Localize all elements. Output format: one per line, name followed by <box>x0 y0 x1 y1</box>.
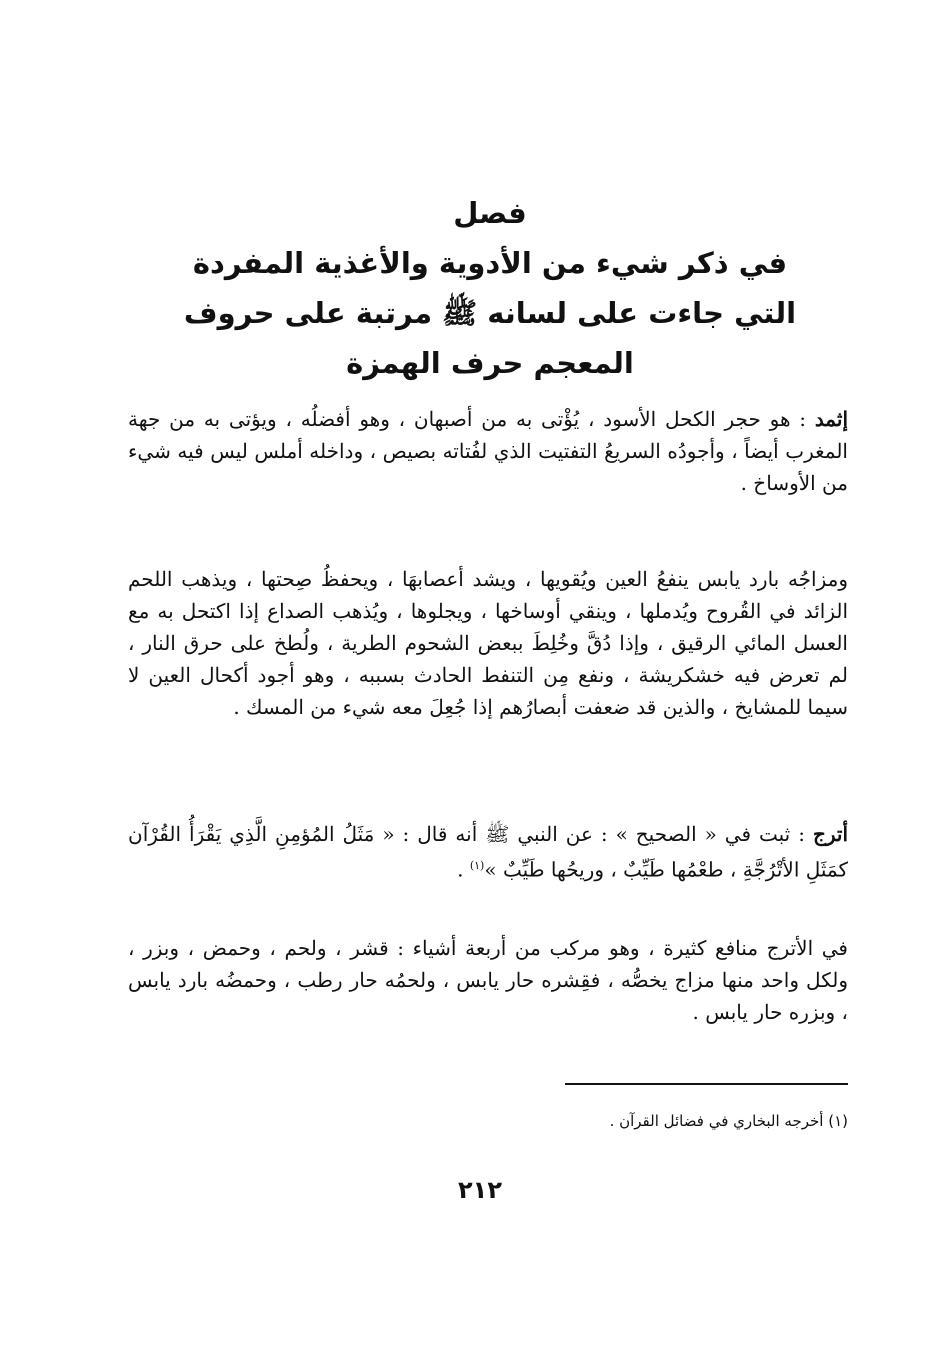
entry-text: : ثبت في « الصحيح » : عن النبي ﷺ أنه قال : « مَثَلُ المُؤمِنِ الَّذِي يَقْرَأُ القُرْآن كمَثَلِ الأتْرُجَّةِ ، طعْمُها طَيِّبٌ ، وريحُها طَيِّبٌ » <box>128 822 848 882</box>
footnote-divider <box>565 1083 848 1085</box>
entry-ithmid <box>128 403 848 499</box>
entry-ithmid-properties <box>128 563 848 723</box>
heading-line-1: فصل <box>453 196 527 230</box>
entry-term: إثمد <box>814 407 848 431</box>
page-number: ٢١٢ <box>458 1176 502 1204</box>
entry-utruj <box>128 818 848 886</box>
entry-tail: . <box>457 857 470 882</box>
chapter-heading <box>130 188 850 388</box>
paragraph: ومزاجُه بارد يابس ينفعُ العين ويُقويها ، ويشد أعصابهَا ، ويحفظُ صِحتها ، ويذهب اللحم الزائد في القُروح ويُدملها ، وينقي أوساخها ، ويجلوها ، ويُذهب الصداع إذا اكتحل به مع العسل المائي الرقيق ، وإذا دُقَّ وخُلِطَ ببعض الشحوم الطرية ، ولُطخ على حرق النار ، لم تعرض فيه خشكريشة ، ونفع مِن التنفط الحادث بسببه ، وهو أجود أكحال العين لا سيما للمشايخ ، والذين قد ضعفت أبصارُهم إذا جُعِلَ معه شيء من المسك . <box>128 567 848 719</box>
heading-line-3: التي جاءت على لسانه ﷺ مرتبة على حروف <box>183 296 797 330</box>
footnote-reference: (١) <box>469 859 485 872</box>
paragraph <box>128 403 848 499</box>
entry-text: : هو حجر الكحل الأسود ، يُؤْتى به من أصبهان ، وهو أفضلُه ، ويؤتى به من جهة المغرب أيضاً ، وأجودُه السريعُ التفتيت الذي لفُتاته بصيص ، وداخله أملس ليس فيه شيء من الأوساخ . <box>128 407 848 495</box>
heading-line-4: المعجم حرف الهمزة <box>346 346 634 380</box>
heading-line-2: في ذكر شيء من الأدوية والأغذية المفردة <box>192 246 788 280</box>
paragraph: في الأترج منافع كثيرة ، وهو مركب من أربعة أشياء : قشر ، ولحم ، وحمض ، وبزر ، ولكل واحد منها مزاج يخصُّه ، فقِشره حار يابس ، ولحمُه حار رطب ، وحمضُه بارد يابس ، وبزره حار يابس . <box>128 936 848 1024</box>
paragraph <box>128 818 848 886</box>
entry-utruj-properties <box>128 932 848 1028</box>
footnote: (١) أخرجه البخاري في فضائل القرآن . <box>609 1112 848 1130</box>
entry-term: أترج <box>812 822 849 846</box>
